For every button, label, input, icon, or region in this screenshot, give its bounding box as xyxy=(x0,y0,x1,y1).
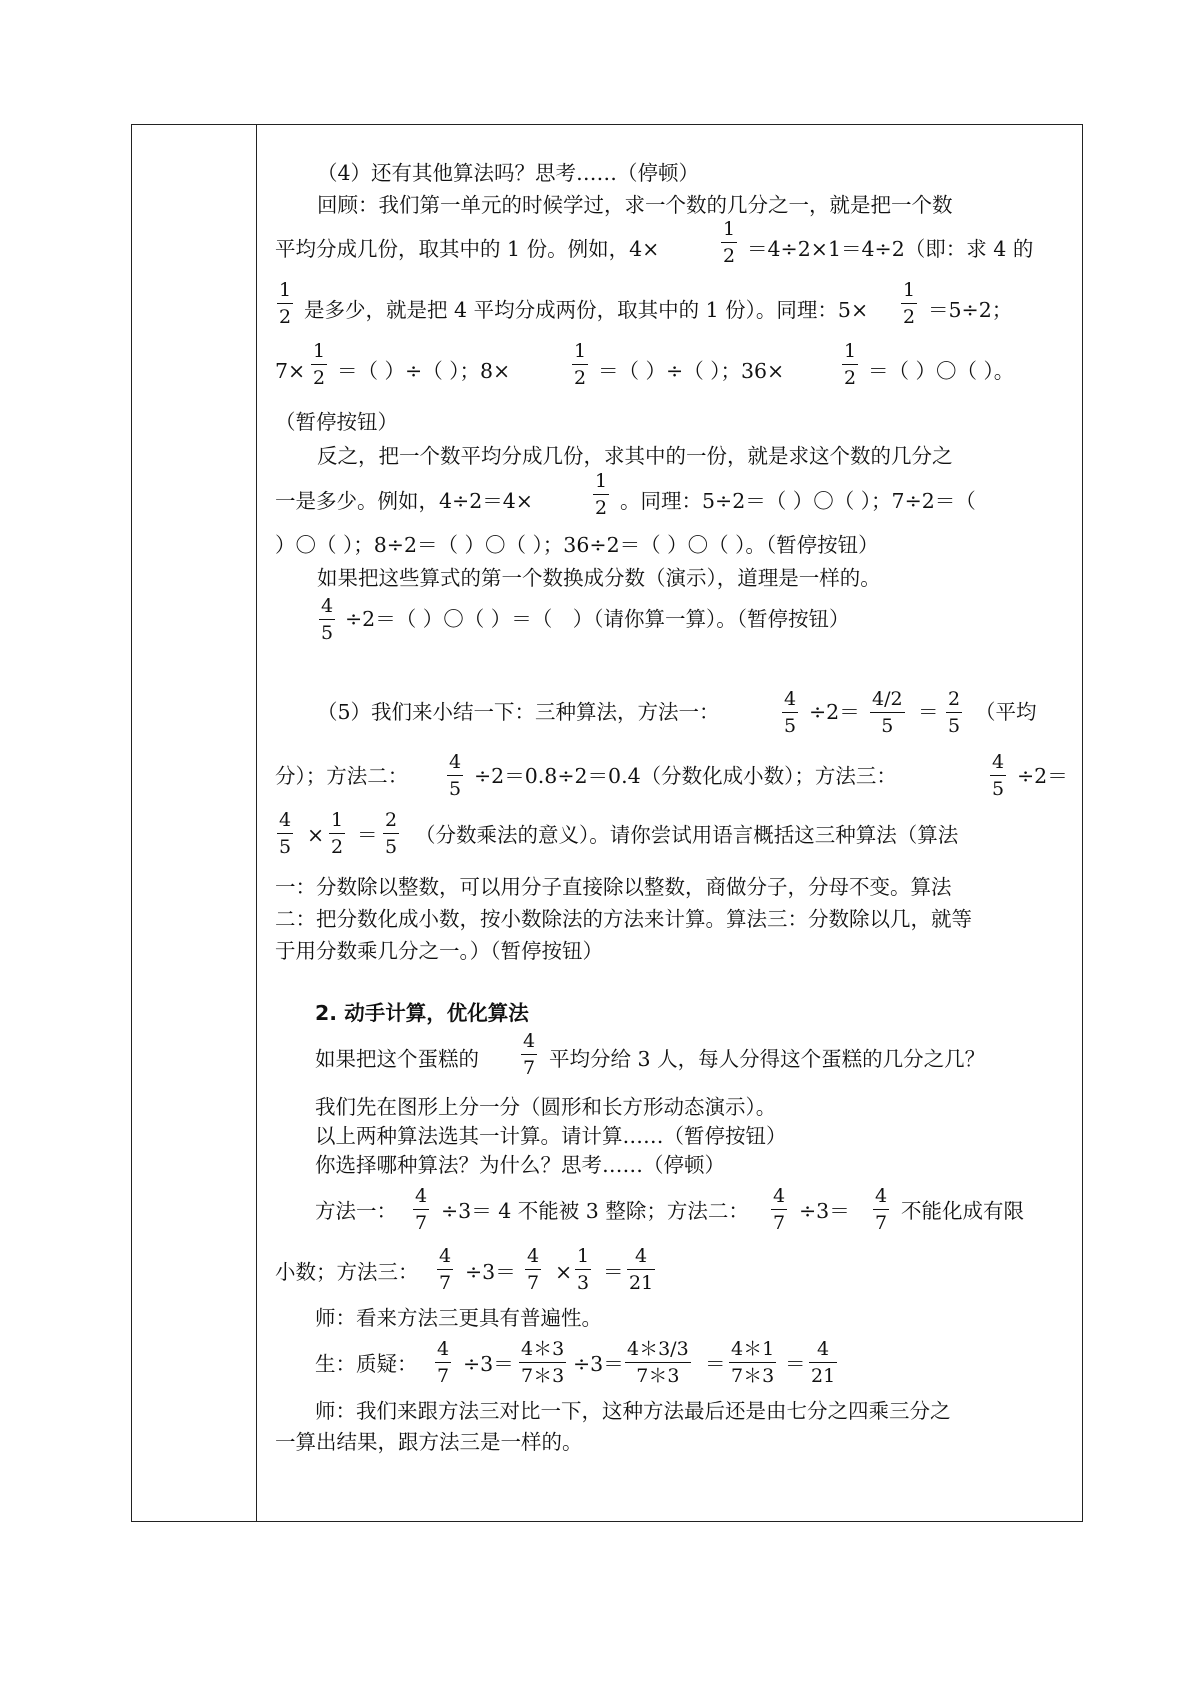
denominator: 5 xyxy=(948,715,961,737)
numerator: 4/2 xyxy=(872,688,903,710)
denominator: 7＊3 xyxy=(731,1365,775,1387)
denominator: 5 xyxy=(784,715,797,737)
fraction-2-5 xyxy=(946,690,962,736)
numerator: 4 xyxy=(449,751,462,773)
numerator: 4 xyxy=(773,1185,786,1207)
denominator: 5 xyxy=(279,836,292,858)
s2-line-5c: ÷3＝ xyxy=(799,1199,850,1223)
s4-line-7: 反之，把一个数平均分成几份，求其中的一份，就是求这个数的几分之 xyxy=(317,444,953,468)
fraction-bar xyxy=(729,1362,776,1363)
fraction-bar xyxy=(525,1269,541,1270)
fraction-bar xyxy=(721,242,737,243)
fraction-bar xyxy=(311,364,327,365)
s4-line-5d: ＝（ ）〇（ ）。 xyxy=(868,359,1015,383)
fraction-4-5 xyxy=(277,811,293,857)
fraction-bar xyxy=(627,1269,655,1270)
s2-line-7: 师：看来方法三更具有普遍性。 xyxy=(315,1306,602,1330)
denominator: 3 xyxy=(577,1272,590,1294)
s4-line-5b: ＝（ ）÷（ ）；8× xyxy=(337,359,511,383)
numerator: 4 xyxy=(635,1245,648,1267)
denominator: 2 xyxy=(903,306,916,328)
s4-line-11: ÷2＝（ ）〇（ ）＝（ ）（请你算一算）。（暂停按钮） xyxy=(345,607,850,631)
fraction-bar xyxy=(521,1054,537,1055)
numerator: 4 xyxy=(784,688,797,710)
s5-line-2b: ÷2＝0.8÷2＝0.4（分数化成小数）；方法三： xyxy=(474,764,897,788)
numerator: 4 xyxy=(439,1245,452,1267)
fraction-4over2-5 xyxy=(870,690,905,736)
denominator: 21 xyxy=(811,1365,836,1387)
fraction-bar xyxy=(990,775,1006,776)
fraction-bar xyxy=(946,712,962,713)
denominator: 2 xyxy=(723,245,736,267)
s4-line-4a: 是多少，就是把 4 平均分成两份，取其中的 1 份）。同理：5× xyxy=(304,298,869,322)
fraction-bar xyxy=(437,1269,453,1270)
s5-line-6: 于用分数乘几分之一。）（暂停按钮） xyxy=(275,939,603,963)
fraction-bar xyxy=(575,1269,591,1270)
fraction-1-2 xyxy=(842,342,858,388)
fraction-1-2 xyxy=(593,472,609,518)
fraction-4-21 xyxy=(627,1247,655,1293)
numerator: 4＊3 xyxy=(521,1338,565,1360)
section-heading: 2. 动手计算，优化算法 xyxy=(315,1001,529,1025)
denominator: 7 xyxy=(523,1057,536,1079)
numerator: 4＊1 xyxy=(731,1338,775,1360)
s4-line-9: ）〇（ ）；8÷2＝（ ）〇（ ）；36÷2＝（ ）〇（ ）。（暂停按钮） xyxy=(275,533,879,557)
fraction-bar xyxy=(593,494,609,495)
s5-line-2a: 分）；方法二： xyxy=(275,764,409,788)
fraction-43-73 xyxy=(519,1340,566,1386)
s5-line-1d: （平均 xyxy=(975,700,1037,724)
numerator: 1 xyxy=(844,340,857,362)
s2-line-4: 你选择哪种算法？为什么？思考……（停顿） xyxy=(315,1153,725,1177)
s2-line-10: 一算出结果，跟方法三是一样的。 xyxy=(275,1430,583,1454)
s4-line-8a: 一是多少。例如，4÷2＝4× xyxy=(275,489,533,513)
s4-line-2: 回顾：我们第一单元的时候学过，求一个数的几分之一，就是把一个数 xyxy=(317,193,953,217)
numerator: 4 xyxy=(321,595,334,617)
numerator: 1 xyxy=(279,279,292,301)
s5-line-1a: （5）我们来小结一下：三种算法，方法一： xyxy=(317,700,720,724)
fraction-41-73 xyxy=(729,1340,776,1386)
fraction-bar xyxy=(329,833,345,834)
s4-line-1: （4）还有其他算法吗？思考……（停顿） xyxy=(317,161,700,185)
fraction-bar xyxy=(319,619,335,620)
s2-line-6b: ÷3＝ xyxy=(465,1260,516,1284)
denominator: 21 xyxy=(629,1272,654,1294)
numerator: 2 xyxy=(948,688,961,710)
s4-line-3a: 平均分成几份，取其中的 1 份。例如，4× xyxy=(275,237,660,261)
s5-line-5: 二：把分数化成小数，按小数除法的方法来计算。算法三：分数除以几，就等 xyxy=(275,907,972,931)
denominator: 7 xyxy=(437,1365,450,1387)
s2-line-5d: 不能化成有限 xyxy=(901,1199,1024,1223)
fraction-bar xyxy=(447,775,463,776)
fraction-4-7 xyxy=(525,1247,541,1293)
denominator: 7 xyxy=(439,1272,452,1294)
fraction-4-5 xyxy=(990,753,1006,799)
denominator: 2 xyxy=(574,367,587,389)
s5-line-1b: ÷2＝ xyxy=(809,700,860,724)
s2-line-5a: 方法一： xyxy=(315,1199,397,1223)
fraction-bar xyxy=(842,364,858,365)
s5-line-3b: ＝ xyxy=(357,823,378,847)
fraction-4-7 xyxy=(437,1247,453,1293)
denominator: 5 xyxy=(881,715,894,737)
denominator: 5 xyxy=(449,778,462,800)
fraction-4-5 xyxy=(782,690,798,736)
fraction-1-2 xyxy=(901,281,917,327)
numerator: 2 xyxy=(385,809,398,831)
denominator: 2 xyxy=(279,306,292,328)
s4-line-10: 如果把这些算式的第一个数换成分数（演示），道理是一样的。 xyxy=(317,566,881,590)
numerator: 4 xyxy=(279,809,292,831)
numerator: 1 xyxy=(313,340,326,362)
fraction-1-2 xyxy=(277,281,293,327)
numerator: 4 xyxy=(527,1245,540,1267)
denominator: 5 xyxy=(321,622,334,644)
s2-line-8d: ＝ xyxy=(705,1352,726,1376)
s4-line-4b: ＝5÷2； xyxy=(928,298,1013,322)
fraction-4-7 xyxy=(413,1187,429,1233)
s2-line-6d: ＝ xyxy=(603,1260,624,1284)
s5-line-3a: × xyxy=(307,823,325,847)
fraction-bar xyxy=(873,1209,889,1210)
s2-line-3: 以上两种算法选其一计算。请计算……（暂停按钮） xyxy=(315,1124,787,1148)
fraction-bar xyxy=(870,712,905,713)
numerator: 4 xyxy=(992,751,1005,773)
fraction-2-5 xyxy=(383,811,399,857)
fraction-bar xyxy=(435,1362,451,1363)
fraction-bar xyxy=(413,1209,429,1210)
fraction-4-5 xyxy=(447,753,463,799)
s4-line-6: （暂停按钮） xyxy=(275,410,398,434)
numerator: 4 xyxy=(523,1030,536,1052)
fraction-4-7 xyxy=(771,1187,787,1233)
fraction-bar xyxy=(277,833,293,834)
fraction-4-7 xyxy=(521,1032,537,1078)
numerator: 1 xyxy=(723,218,736,240)
denominator: 2 xyxy=(313,367,326,389)
s2-line-5b: ÷3＝ 4 不能被 3 整除；方法二： xyxy=(441,1199,749,1223)
fraction-bar xyxy=(771,1209,787,1210)
fraction-bar xyxy=(519,1362,566,1363)
s2-line-1b: 平均分给 3 人，每人分得这个蛋糕的几分之几？ xyxy=(549,1047,986,1071)
fraction-bar xyxy=(809,1362,837,1363)
denominator: 7 xyxy=(527,1272,540,1294)
s2-line-8c: ÷3＝ xyxy=(573,1352,624,1376)
denominator: 7＊3 xyxy=(636,1365,680,1387)
numerator: 4 xyxy=(817,1338,830,1360)
fraction-bar xyxy=(782,712,798,713)
fraction-433-73 xyxy=(625,1340,691,1386)
fraction-bar xyxy=(277,303,293,304)
fraction-1-2 xyxy=(572,342,588,388)
fraction-1-2 xyxy=(329,811,345,857)
fraction-1-2 xyxy=(721,220,737,266)
denominator: 2 xyxy=(595,497,608,519)
denominator: 2 xyxy=(844,367,857,389)
s2-line-6a: 小数；方法三： xyxy=(275,1260,419,1284)
s4-line-3b: ＝4÷2×1＝4÷2（即：求 4 的 xyxy=(747,237,1034,261)
s2-line-8a: 生：质疑： xyxy=(315,1352,418,1376)
fraction-bar xyxy=(625,1362,691,1363)
s4-line-5c: ＝（ ）÷（ ）；36× xyxy=(598,359,785,383)
s4-line-5a: 7× xyxy=(275,359,306,383)
denominator: 7＊3 xyxy=(521,1365,565,1387)
fraction-4-7 xyxy=(435,1340,451,1386)
numerator: 4＊3/3 xyxy=(627,1338,689,1360)
numerator: 4 xyxy=(415,1185,428,1207)
s2-line-8e: ＝ xyxy=(785,1352,806,1376)
fraction-bar xyxy=(572,364,588,365)
denominator: 7 xyxy=(415,1212,428,1234)
denominator: 5 xyxy=(992,778,1005,800)
denominator: 5 xyxy=(385,836,398,858)
s2-line-2: 我们先在图形上分一分（圆形和长方形动态演示）。 xyxy=(315,1095,777,1119)
numerator: 4 xyxy=(875,1185,888,1207)
s5-line-3c: （分数乘法的意义）。请你尝试用语言概括这三种算法（算法 xyxy=(415,823,959,847)
fraction-1-2 xyxy=(311,342,327,388)
s5-line-2c: ÷2＝ xyxy=(1017,764,1068,788)
fraction-4-21 xyxy=(809,1340,837,1386)
denominator: 7 xyxy=(875,1212,888,1234)
s5-line-1c: ＝ xyxy=(918,700,939,724)
denominator: 7 xyxy=(773,1212,786,1234)
fraction-4-5 xyxy=(319,597,335,643)
numerator: 1 xyxy=(577,1245,590,1267)
fraction-1-3 xyxy=(575,1247,591,1293)
numerator: 1 xyxy=(903,279,916,301)
numerator: 1 xyxy=(574,340,587,362)
s2-line-1a: 如果把这个蛋糕的 xyxy=(315,1047,479,1071)
denominator: 2 xyxy=(331,836,344,858)
s2-line-8b: ÷3＝ xyxy=(463,1352,514,1376)
s5-line-4: 一：分数除以整数，可以用分子直接除以整数，商做分子，分母不变。算法 xyxy=(275,875,952,899)
numerator: 1 xyxy=(595,470,608,492)
s2-line-6c: × xyxy=(555,1260,573,1284)
numerator: 1 xyxy=(331,809,344,831)
fraction-bar xyxy=(901,303,917,304)
lesson-table xyxy=(131,124,1083,1522)
fraction-4-7 xyxy=(873,1187,889,1233)
fraction-bar xyxy=(383,833,399,834)
s2-line-9: 师：我们来跟方法三对比一下，这种方法最后还是由七分之四乘三分之 xyxy=(315,1399,951,1423)
s4-line-8b: 。同理：5÷2＝（ ）〇（ ）；7÷2＝（ xyxy=(620,489,976,513)
numerator: 4 xyxy=(437,1338,450,1360)
column-divider xyxy=(256,125,257,1521)
